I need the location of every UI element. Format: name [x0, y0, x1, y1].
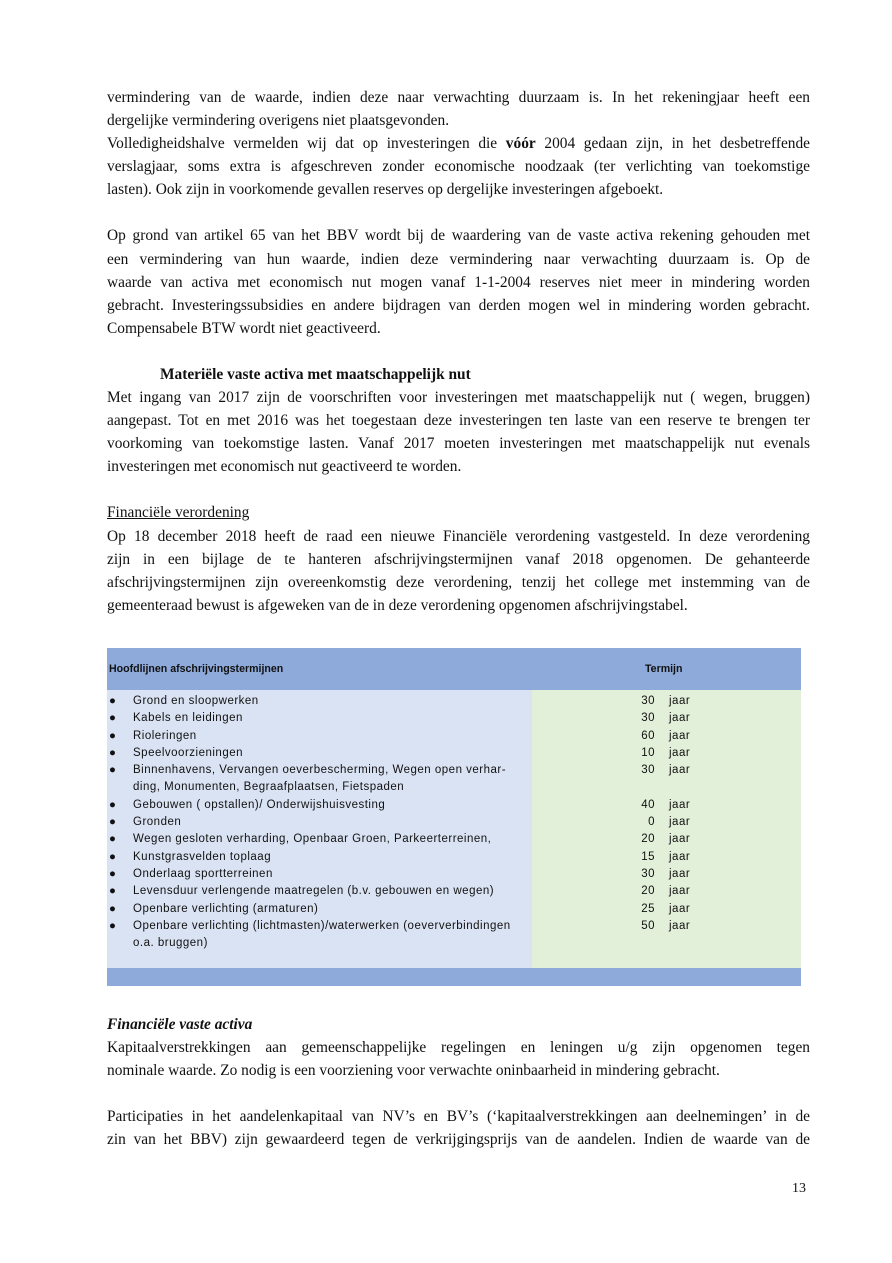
row-term-unit: jaar [669, 816, 691, 829]
section-heading: Materiële vaste activa met maatschappelijk nut [160, 365, 471, 383]
row-term-unit: jaar [669, 712, 691, 725]
bullet-icon: ● [109, 764, 117, 777]
row-label [133, 728, 533, 745]
text-fragment: Volledigheidshalve vermelden wij dat op investeringen die [107, 135, 506, 153]
row-label-line: Kabels en leidingen [133, 712, 243, 725]
bullet-icon: ● [109, 816, 117, 829]
paragraph-line: gemeenteraad bewust is afgeweken van de in deze verordening opgenomen afschrijvingstabel. [107, 596, 688, 614]
row-label-line: Rioleringen [133, 729, 197, 742]
row-term-unit: jaar [669, 798, 691, 811]
row-term-value: 10 [641, 746, 655, 759]
row-label-line: ding, Monumenten, Begraafplaatsen, Fietspaden [133, 781, 405, 794]
row-label-line: Openbare verlichting (armaturen) [133, 902, 319, 915]
section-heading: Financiële verordening [107, 504, 250, 522]
depreciation-table [107, 648, 801, 986]
table-row [107, 831, 801, 848]
row-term-value: 30 [641, 867, 655, 880]
row-term-value: 30 [641, 695, 655, 707]
row-term-value: 25 [641, 902, 655, 915]
table-row [107, 693, 801, 710]
table-footer [107, 968, 801, 986]
paragraph-line: vermindering van de waarde, indien deze naar verwachting duurzaam is. In het rekeningjaar heeft een [107, 89, 810, 106]
row-term-unit: jaar [669, 695, 691, 707]
table-row [107, 710, 801, 727]
row-term-value: 20 [641, 885, 655, 898]
table-row [107, 866, 801, 883]
bullet-icon: ● [109, 729, 117, 742]
row-label-line: Grond en sloopwerken [133, 695, 259, 707]
paragraph-line: dergelijke vermindering overigens niet plaatsgevonden. [107, 112, 450, 130]
row-term-value: 30 [641, 712, 655, 725]
bullet-icon: ● [109, 746, 117, 759]
row-label-line: Binnenhavens, Vervangen oeverbescherming, Wegen open verhar- [133, 764, 507, 777]
emphasis-text: vóór [505, 135, 536, 153]
row-label [133, 883, 533, 900]
row-label [133, 866, 533, 883]
table-row [107, 745, 801, 762]
bullet-icon: ● [109, 919, 117, 932]
bullet-icon: ● [109, 867, 117, 880]
row-label [133, 762, 533, 797]
row-term-value: 30 [641, 764, 655, 777]
row-term-value: 50 [641, 919, 655, 932]
table-header-left: Hoofdlijnen afschrijvingstermijnen [109, 663, 284, 675]
table-row [107, 901, 801, 918]
paragraph-line: zin van het BBV) zijn gewaardeerd tegen de verkrijgingsprijs van de aandelen. Indien de waarde van de [107, 1131, 810, 1149]
paragraph-line: een vermindering van hun waarde, indien deze vermindering naar verwachting duurzaam is. Op de [107, 250, 810, 268]
paragraph-line: Compensabele BTW wordt niet geactiveerd. [107, 319, 381, 337]
paragraph-line: nominale waarde. Zo nodig is een voorziening voor verwachte oninbaarheid in mindering gebracht. [107, 1062, 720, 1080]
row-label-line: Speelvoorzieningen [133, 746, 244, 759]
row-term-value: 0 [648, 816, 655, 829]
table-row [107, 849, 801, 866]
paragraph-line: gebracht. Investeringssubsidies en andere bijdragen van derden mogen wel in mindering worden gebracht. [107, 296, 810, 314]
bullet-icon: ● [109, 695, 117, 707]
table-row [107, 883, 801, 900]
paragraph-line: Participaties in het aandelenkapitaal van NV’s en BV’s (‘kapitaalverstrekkingen aan deelnemingen’ in de [107, 1108, 810, 1126]
row-term-value: 60 [641, 729, 655, 742]
row-term-unit: jaar [669, 746, 691, 759]
row-term-unit: jaar [669, 885, 691, 898]
table-row [107, 797, 801, 814]
row-term-unit: jaar [669, 729, 691, 742]
paragraph-line: afschrijvingstermijnen zijn overeenkomstig deze verordening, tenzij het college met instemming van de [107, 573, 810, 591]
row-label-line: Wegen gesloten verharding, Openbaar Groen, Parkeerterreinen, [133, 833, 492, 846]
row-label [133, 797, 533, 814]
row-label [133, 901, 533, 918]
row-label-line: Gronden [133, 816, 182, 829]
row-term-unit: jaar [669, 850, 691, 863]
table-row [107, 728, 801, 745]
row-term-unit: jaar [669, 833, 691, 846]
row-label-line: Openbare verlichting (lichtmasten)/waterwerken (oeververbindingen [133, 919, 511, 932]
bullet-icon: ● [109, 885, 117, 898]
row-term-value: 40 [641, 798, 655, 811]
page-number: 13 [792, 1181, 806, 1196]
text-fragment: 2004 gedaan zijn, in het desbetreffende [535, 135, 810, 153]
paragraph-line: aangepast. Tot en met 2016 was het toegestaan deze investeringen ten laste van een reserve te brengen ter [107, 412, 810, 430]
row-label [133, 710, 533, 727]
row-term-unit: jaar [669, 764, 691, 777]
row-label-line: Onderlaag sportterreinen [133, 867, 273, 880]
paragraph-line: verslagjaar, soms extra is afgeschreven zonder economische noodzaak (ter verlichting van toekomstige [107, 158, 810, 176]
row-label-line: o.a. bruggen) [133, 937, 208, 950]
table-row [107, 814, 801, 831]
paragraph-line: lasten). Ook zijn in voorkomende gevallen reserves op dergelijke investeringen afgeboekt. [107, 181, 664, 199]
row-term-unit: jaar [669, 919, 691, 932]
page-body-top [107, 86, 810, 617]
bullet-icon: ● [109, 850, 117, 863]
row-label [133, 831, 533, 848]
paragraph-line: waarde van activa met economisch nut mogen vanaf 1-1-2004 reserves niet meer in mindering worden [107, 273, 810, 291]
section-heading: Financiële vaste activa [107, 1016, 253, 1033]
paragraph-line: investeringen met economisch nut geactiveerd te worden. [107, 458, 462, 476]
paragraph-line: Op 18 december 2018 heeft de raad een nieuwe Financiële verordening vastgesteld. In deze verordening [107, 527, 810, 545]
bullet-icon: ● [109, 798, 117, 811]
table-row [107, 918, 801, 953]
bullet-icon: ● [109, 902, 117, 915]
page-body-bottom [107, 1013, 810, 1151]
bullet-icon: ● [109, 712, 117, 725]
bullet-icon: ● [109, 833, 117, 846]
table-row [107, 762, 801, 797]
paragraph-line: Op grond van artikel 65 van het BBV wordt bij de waardering van de vaste activa rekening gehouden met [107, 227, 810, 245]
row-label-line: Gebouwen ( opstallen)/ Onderwijshuisvesting [133, 798, 386, 811]
row-label [133, 814, 533, 831]
row-term-unit: jaar [669, 902, 691, 915]
table-rows [107, 693, 801, 952]
row-label [133, 745, 533, 762]
row-label [133, 849, 533, 866]
paragraph-line: zijn in een bijlage de te hanteren afschrijvingstermijnen vanaf 2018 opgenomen. De gehanteerde [107, 550, 810, 568]
row-label-line: Kunstgrasvelden toplaag [133, 850, 272, 863]
row-label [133, 918, 533, 953]
row-label [133, 693, 533, 710]
row-term-unit: jaar [669, 867, 691, 880]
table-header-right: Termijn [645, 663, 683, 675]
paragraph-line: voorkoming van toekomstige lasten. Vanaf 2017 moeten investeringen met maatschappelijk nut evenals [107, 435, 810, 453]
row-label-line: Levensduur verlengende maatregelen (b.v. gebouwen en wegen) [133, 885, 495, 898]
row-term-value: 20 [641, 833, 655, 846]
paragraph-line: Met ingang van 2017 zijn de voorschriften voor investeringen met maatschappelijk nut ( wegen, bruggen) [107, 389, 810, 407]
row-term-value: 15 [641, 850, 655, 863]
paragraph-line: Kapitaalverstrekkingen aan gemeenschappelijke regelingen en leningen u/g zijn opgenomen tegen [107, 1039, 810, 1057]
table-header [107, 648, 801, 690]
paragraph-line [107, 132, 810, 155]
